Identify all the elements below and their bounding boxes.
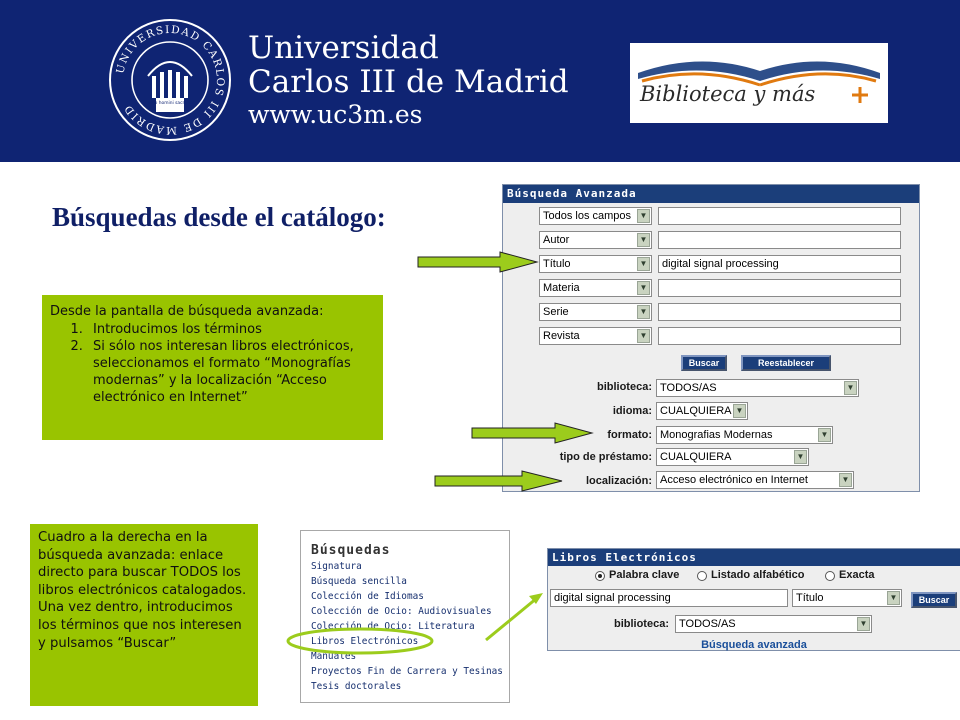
chevron-down-icon: ▼ bbox=[818, 428, 831, 442]
libros-biblioteca-label: biblioteca: bbox=[613, 618, 669, 630]
arrow-to-localizacion bbox=[435, 471, 562, 491]
page-title: Búsquedas desde el catálogo: bbox=[52, 202, 386, 232]
menu-item-libros-electronicos[interactable]: Libros Electrónicos bbox=[311, 636, 419, 647]
menu-item-signatura[interactable]: Signatura bbox=[311, 561, 362, 572]
university-name-line1: Universidad bbox=[248, 30, 439, 66]
menu-item-ocio-audiovisuales[interactable]: Colección de Ocio: Audiovisuales bbox=[311, 606, 492, 617]
chevron-down-icon: ▼ bbox=[844, 381, 857, 395]
chevron-down-icon: ▼ bbox=[637, 257, 650, 271]
term-input[interactable]: digital signal processing bbox=[658, 255, 901, 273]
biblioteca-label: biblioteca: bbox=[596, 381, 652, 393]
menu-item-idiomas[interactable]: Colección de Idiomas bbox=[311, 591, 424, 602]
chevron-down-icon: ▼ bbox=[733, 404, 746, 418]
field-select-value: Título bbox=[543, 258, 571, 270]
menu-item-proyectos[interactable]: Proyectos Fin de Carrera y Tesinas bbox=[311, 666, 503, 677]
chevron-down-icon: ▼ bbox=[857, 617, 870, 631]
prestamo-label: tipo de préstamo: bbox=[559, 451, 652, 463]
prestamo-select-value: CUALQUIERA bbox=[660, 451, 732, 463]
busqueda-avanzada-link[interactable]: Búsqueda avanzada bbox=[701, 639, 807, 651]
field-select-value: Materia bbox=[543, 282, 580, 294]
menu-item-tesis[interactable]: Tesis doctorales bbox=[311, 681, 402, 692]
radio-label: Listado alfabético bbox=[711, 569, 805, 581]
field-select-value: Autor bbox=[543, 234, 570, 246]
chevron-down-icon: ▼ bbox=[637, 281, 650, 295]
chevron-down-icon: ▼ bbox=[887, 591, 900, 605]
formato-select-value: Monografias Modernas bbox=[660, 429, 773, 441]
libros-explanation-box: Cuadro a la derecha en la búsqueda avanzada: enlace directo para buscar TODOS los libros electrónicos catalogados. Una vez dentro, introducimos los términos que nos interesen y pulsamos “Buscar” bbox=[30, 524, 258, 706]
instruction-step: 2. Si sólo nos interesan libros electrónicos, seleccionamos el formato “Monografías modernas” y la localización “Acceso electrónico en Internet” bbox=[87, 338, 375, 406]
chevron-down-icon: ▼ bbox=[794, 450, 807, 464]
biblioteca-select-value: TODOS/AS bbox=[660, 382, 717, 394]
arrow-to-titulo bbox=[418, 252, 537, 272]
reset-button[interactable]: Reestablecer bbox=[741, 355, 831, 371]
instructions-intro: Desde la pantalla de búsqueda avanzada: bbox=[50, 304, 324, 319]
field-select-value: Todos los campos bbox=[543, 210, 632, 222]
localizacion-select-value: Acceso electrónico en Internet bbox=[660, 474, 808, 486]
seal-motto: homo homini sacra res bbox=[144, 101, 196, 106]
chevron-down-icon: ▼ bbox=[637, 233, 650, 247]
libros-search-button[interactable]: Buscar bbox=[911, 592, 957, 608]
arrow-to-libros-panel bbox=[486, 593, 543, 640]
instruction-step: 1. Introducimos los términos bbox=[87, 321, 375, 338]
menu-item-busqueda-sencilla[interactable]: Búsqueda sencilla bbox=[311, 576, 407, 587]
field-select-value: Serie bbox=[543, 306, 569, 318]
seal-text: UNIVERSIDAD CARLOS III DE MADRID bbox=[114, 23, 227, 137]
libros-biblioteca-select-value: TODOS/AS bbox=[679, 618, 736, 630]
advanced-search-title: Búsqueda Avanzada bbox=[503, 185, 919, 203]
field-select-value: Revista bbox=[543, 330, 580, 342]
menu-item-ocio-literatura[interactable]: Colección de Ocio: Literatura bbox=[311, 621, 475, 632]
university-website: www.uc3m.es bbox=[248, 100, 423, 129]
biblioteca-logo-text: Biblioteca y más bbox=[640, 82, 816, 106]
highlight-libros-electronicos bbox=[288, 629, 432, 653]
localizacion-label: localización: bbox=[585, 475, 652, 487]
libros-search-input[interactable]: digital signal processing bbox=[550, 589, 788, 607]
chevron-down-icon: ▼ bbox=[839, 473, 852, 487]
chevron-down-icon: ▼ bbox=[637, 329, 650, 343]
university-name-line2: Carlos III de Madrid bbox=[248, 64, 569, 100]
idioma-label: idioma: bbox=[612, 405, 652, 417]
chevron-down-icon: ▼ bbox=[637, 305, 650, 319]
radio-label: Exacta bbox=[839, 569, 875, 581]
arrow-to-formato bbox=[472, 423, 592, 443]
menu-item-manuales[interactable]: Manuales bbox=[311, 651, 357, 662]
radio-label: Palabra clave bbox=[609, 569, 680, 581]
idioma-select-value: CUALQUIERA bbox=[660, 405, 732, 417]
libros-field-select-value: Título bbox=[796, 592, 824, 604]
formato-label: formato: bbox=[607, 429, 652, 441]
libros-electronicos-title: Libros Electrónicos bbox=[548, 549, 960, 566]
busquedas-menu-title: Búsquedas bbox=[311, 543, 391, 558]
search-button[interactable]: Buscar bbox=[681, 355, 727, 371]
chevron-down-icon: ▼ bbox=[637, 209, 650, 223]
